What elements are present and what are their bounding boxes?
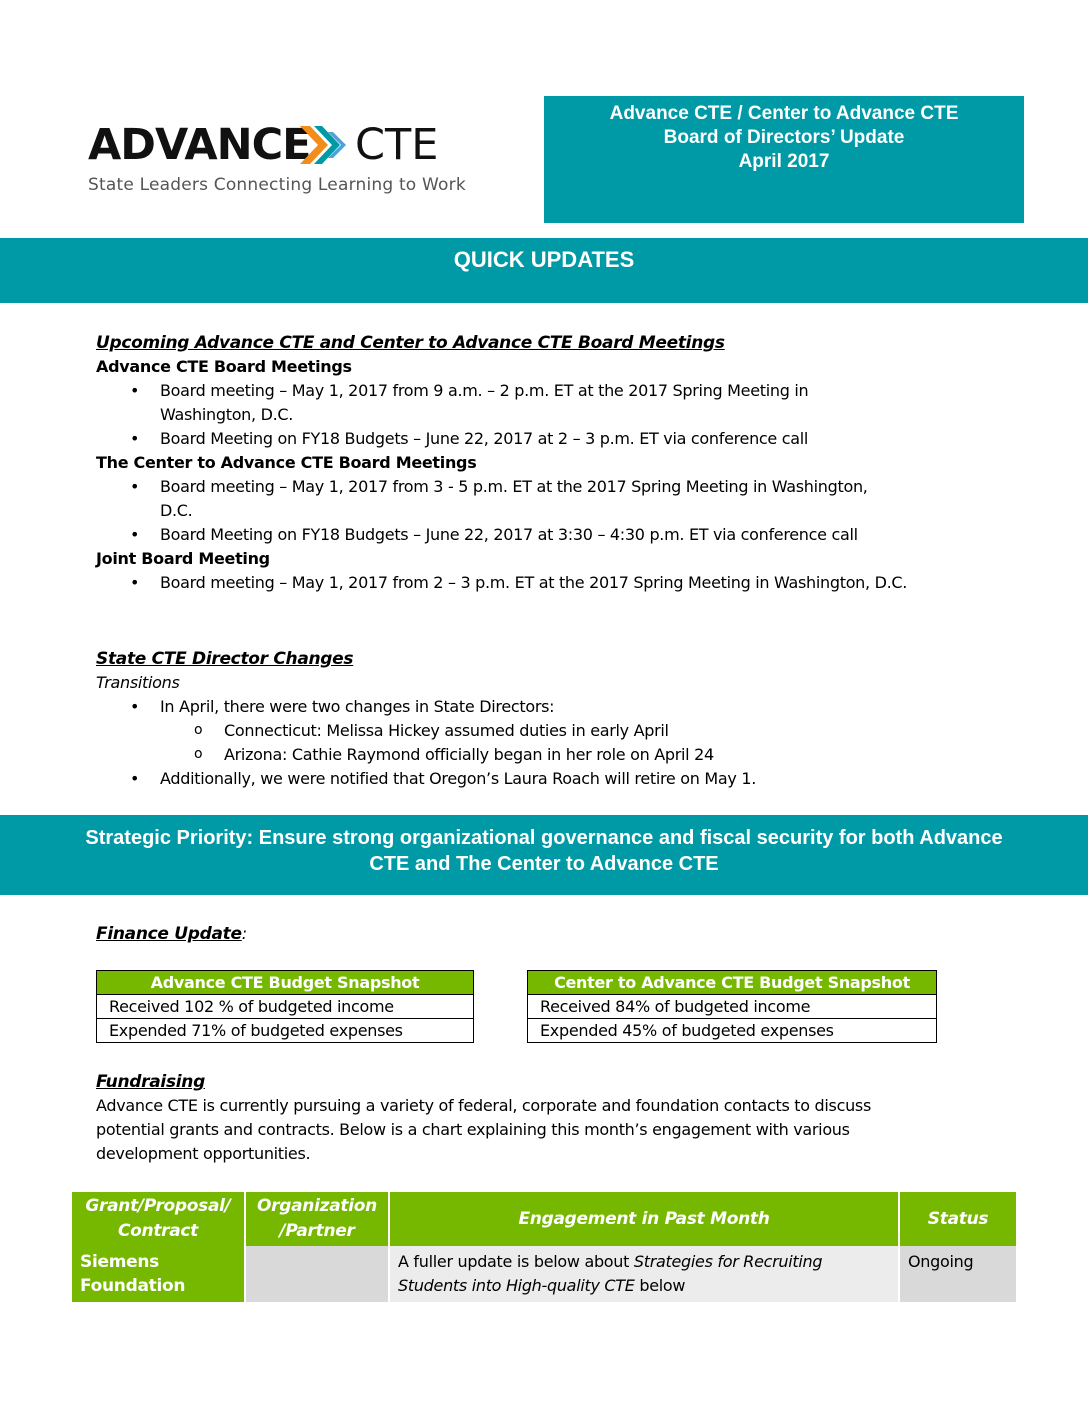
logo-cte: CTE xyxy=(355,120,439,170)
joint-meeting-list xyxy=(96,571,916,595)
finance-colon: : xyxy=(241,924,247,943)
advance-cte-logo xyxy=(88,118,466,208)
list-item: • Additionally, we were notified that Oregon’s Laura Roach will retire on May 1. xyxy=(96,767,916,791)
column-header: Organization /Partner xyxy=(245,1192,389,1246)
strategic-priority-line1: Strategic Priority: Ensure strong organizational governance and fiscal security for both Advance xyxy=(85,827,1003,849)
meetings-section xyxy=(96,331,916,595)
logo-tagline: State Leaders Connecting Learning to Work xyxy=(88,175,466,195)
sub-list-item: o Connecticut: Melissa Hickey assumed duties in early April xyxy=(96,719,916,743)
fundraising-title: Fundraising xyxy=(96,1072,205,1092)
center-meetings-list xyxy=(96,475,916,547)
engagement-text-end: below xyxy=(634,1276,686,1295)
strategic-priority-band xyxy=(0,815,1088,895)
advance-budget-header: Advance CTE Budget Snapshot xyxy=(97,971,474,995)
advance-meetings-title: Advance CTE Board Meetings xyxy=(96,357,352,376)
table-cell: Received 102 % of budgeted income xyxy=(97,995,474,1019)
column-header: Status xyxy=(899,1192,1016,1246)
header-line1: Advance CTE / Center to Advance CTE xyxy=(609,103,959,124)
engagement-text: A fuller update is below about xyxy=(398,1252,634,1271)
transitions-label: Transitions xyxy=(96,673,180,692)
column-header: Engagement in Past Month xyxy=(389,1192,899,1246)
strategic-priority-line2: CTE and The Center to Advance CTE xyxy=(369,853,719,875)
list-item: • Board meeting – May 1, 2017 from 2 – 3 p.m. ET at the 2017 Spring Meeting in Washington, D.C. xyxy=(96,571,908,595)
finance-update-heading xyxy=(96,922,247,946)
table-cell: Expended 71% of budgeted expenses xyxy=(97,1019,474,1043)
header-box xyxy=(544,96,1024,223)
joint-meeting-title: Joint Board Meeting xyxy=(96,549,270,568)
director-changes-section xyxy=(96,647,916,791)
sub-list-item: o Arizona: Cathie Raymond officially began in her role on April 24 xyxy=(96,743,916,767)
advance-budget-table xyxy=(96,970,474,1043)
table-row xyxy=(72,1246,1016,1302)
meetings-title: Upcoming Advance CTE and Center to Advance CTE Board Meetings xyxy=(96,333,725,353)
quick-updates-title: QUICK UPDATES xyxy=(453,247,635,272)
table-cell: Received 84% of budgeted income xyxy=(528,995,937,1019)
director-changes-list xyxy=(96,695,916,791)
logo-arrows-icon xyxy=(298,122,354,168)
logo-wordmark: ADVANCE xyxy=(88,120,311,170)
center-budget-table xyxy=(527,970,937,1043)
director-changes-title: State CTE Director Changes xyxy=(96,649,354,669)
grant-table-header xyxy=(72,1192,1016,1246)
list-item: • In April, there were two changes in State Directors: xyxy=(96,695,916,719)
center-meetings-title: The Center to Advance CTE Board Meetings xyxy=(96,453,477,472)
fundraising-section xyxy=(96,1070,916,1166)
partner-cell xyxy=(245,1246,389,1302)
advance-meetings-list xyxy=(96,379,916,451)
list-item: • Board Meeting on FY18 Budgets – June 22, 2017 at 2 – 3 p.m. ET via conference call xyxy=(96,427,916,451)
list-item: • Board meeting – May 1, 2017 from 3 - 5 p.m. ET at the 2017 Spring Meeting in Washington, D.C. xyxy=(96,475,900,523)
quick-updates-band xyxy=(0,238,1088,303)
engagement-cell xyxy=(389,1246,899,1302)
table-cell: Expended 45% of budgeted expenses xyxy=(528,1019,937,1043)
finance-update-title: Finance Update xyxy=(96,924,242,944)
engagement-italic-text: Strategies for Recruiting Students into High-quality CTE xyxy=(398,1252,823,1295)
center-budget-header: Center to Advance CTE Budget Snapshot xyxy=(528,971,937,995)
header-line2: Board of Directors’ Update xyxy=(663,127,905,148)
grant-table xyxy=(72,1192,1016,1302)
grant-name-cell: Siemens Foundation xyxy=(72,1246,245,1302)
column-header: Grant/Proposal/ Contract xyxy=(72,1192,245,1246)
header-line3: April 2017 xyxy=(738,151,830,172)
list-item: • Board Meeting on FY18 Budgets – June 22, 2017 at 3:30 – 4:30 p.m. ET via conference call xyxy=(96,523,916,547)
fundraising-paragraph: Advance CTE is currently pursuing a variety of federal, corporate and foundation contacts to discuss potential grants and contracts. Below is a chart explaining this month’s engagement with various development opportunities. xyxy=(96,1096,871,1163)
list-item: • Board meeting – May 1, 2017 from 9 a.m. – 2 p.m. ET at the 2017 Spring Meeting in Washington, D.C. xyxy=(96,379,860,427)
status-cell: Ongoing xyxy=(899,1246,1016,1302)
